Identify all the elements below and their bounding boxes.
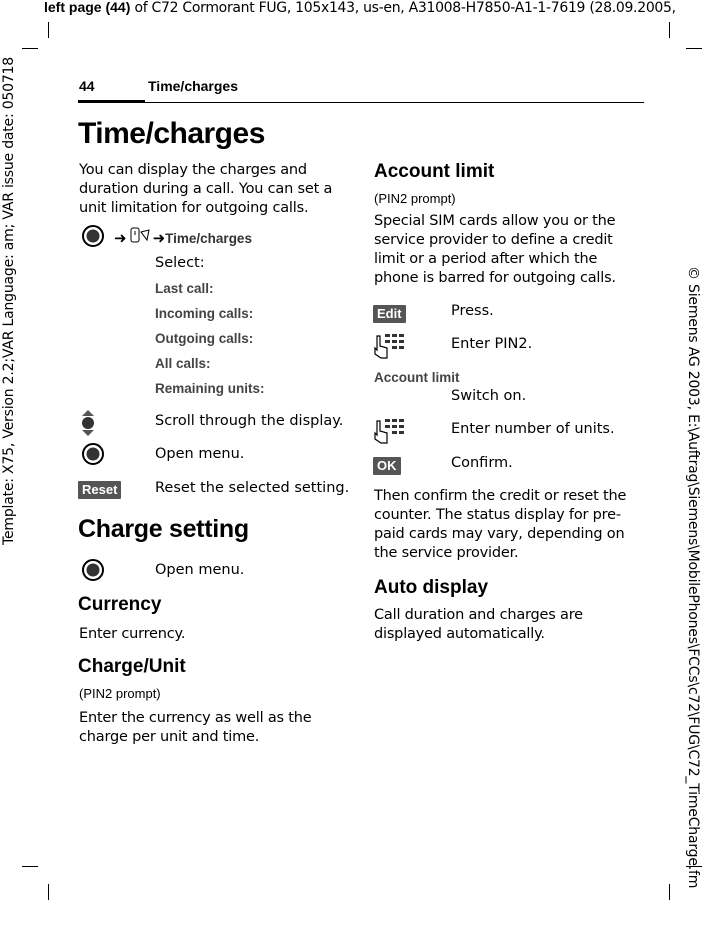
crop-mark <box>669 884 670 900</box>
crop-mark <box>686 48 702 49</box>
crop-mark <box>48 22 49 38</box>
charge-setting-heading: Charge setting <box>78 515 249 543</box>
crop-mark <box>22 866 38 867</box>
option-remaining-units: Remaining units: <box>155 381 265 396</box>
template-info: Template: X75, Version 2.2;VAR Language: am; VAR issue date: 050718 <box>1 57 17 545</box>
edit-softkey-label: Edit <box>373 305 406 323</box>
account-limit-heading: Account limit <box>374 161 495 182</box>
crop-mark <box>22 48 38 49</box>
keypad-icon <box>373 417 405 449</box>
option-outgoing-calls: Outgoing calls: <box>155 331 254 346</box>
nav-key-center-icon <box>80 558 106 586</box>
account-limit-note: (PIN2 prompt) <box>374 191 456 206</box>
nav-key-center-icon <box>80 442 106 470</box>
ok-softkey-label: OK <box>373 457 401 475</box>
ok-softkey <box>373 455 401 475</box>
page-title: Time/charges <box>78 117 265 150</box>
option-last-call: Last call: <box>155 281 214 296</box>
charge-open-menu-text: Open menu. <box>155 562 245 578</box>
option-incoming-calls: Incoming calls: <box>155 306 254 321</box>
crop-mark <box>48 884 49 900</box>
charge-unit-note: (PIN2 prompt) <box>79 686 161 701</box>
menu-target-label: Time/charges <box>165 230 252 246</box>
auto-display-heading: Auto display <box>374 577 489 598</box>
confirm-text: Confirm. <box>451 455 513 471</box>
arrow-icon: ➜ <box>152 229 166 247</box>
menu-path <box>80 226 252 250</box>
reset-softkey <box>78 479 121 499</box>
press-text: Press. <box>451 303 494 319</box>
arrow-icon: ➜ <box>114 229 127 247</box>
open-menu-text: Open menu. <box>155 446 245 462</box>
account-limit-label: Account limit <box>374 370 460 385</box>
account-limit-text: Special SIM cards allow you or the service provider to define a credit limit or a period after which the phone is barred for outgoing calls. <box>374 213 616 286</box>
auto-display-text: Call duration and charges are displayed automatically. <box>374 607 583 642</box>
header-rule <box>78 102 644 103</box>
enter-units-text: Enter number of units. <box>451 421 615 437</box>
enter-pin2-text: Enter PIN2. <box>451 336 533 352</box>
keypad-icon <box>373 332 405 364</box>
charge-unit-text: Enter the currency as well as the charge per unit and time. <box>79 710 312 745</box>
charge-unit-heading: Charge/Unit <box>78 656 186 677</box>
currency-text: Enter currency. <box>79 626 186 642</box>
copyright-path: © Siemens AG 2003, E:\Auftrag\Siemens\MobilePhones\FCCs\c72\FUG\C72_TimeCharge.fm <box>685 266 701 889</box>
edit-softkey <box>373 303 406 323</box>
currency-heading: Currency <box>78 594 162 615</box>
select-label: Select: <box>155 255 205 271</box>
option-all-calls: All calls: <box>155 356 211 371</box>
clock-icon <box>129 226 153 250</box>
nav-key-icon <box>80 224 106 252</box>
slug-bold: left page (44) <box>44 0 131 15</box>
crop-mark <box>669 22 670 38</box>
reset-softkey-label: Reset <box>78 481 121 499</box>
reset-text: Reset the selected setting. <box>155 480 350 496</box>
slug-rest: of C72 Cormorant FUG, 105x143, us-en, A31008-H7850-A1-1-7619 (28.09.2005, <box>130 0 676 16</box>
scroll-text: Scroll through the display. <box>155 413 344 429</box>
confirm-paragraph: Then confirm the credit or reset the counter. The status display for pre-paid cards may vary, depending on the service provider. <box>374 488 627 561</box>
switch-on-text: Switch on. <box>451 388 527 404</box>
nav-key-updown-icon <box>80 409 96 441</box>
intro-paragraph: You can display the charges and duration during a call. You can set a unit limitation for outgoing calls. <box>79 162 333 216</box>
slug-line <box>44 0 676 16</box>
running-head: Time/charges <box>148 78 239 94</box>
page-number: 44 <box>79 78 95 94</box>
